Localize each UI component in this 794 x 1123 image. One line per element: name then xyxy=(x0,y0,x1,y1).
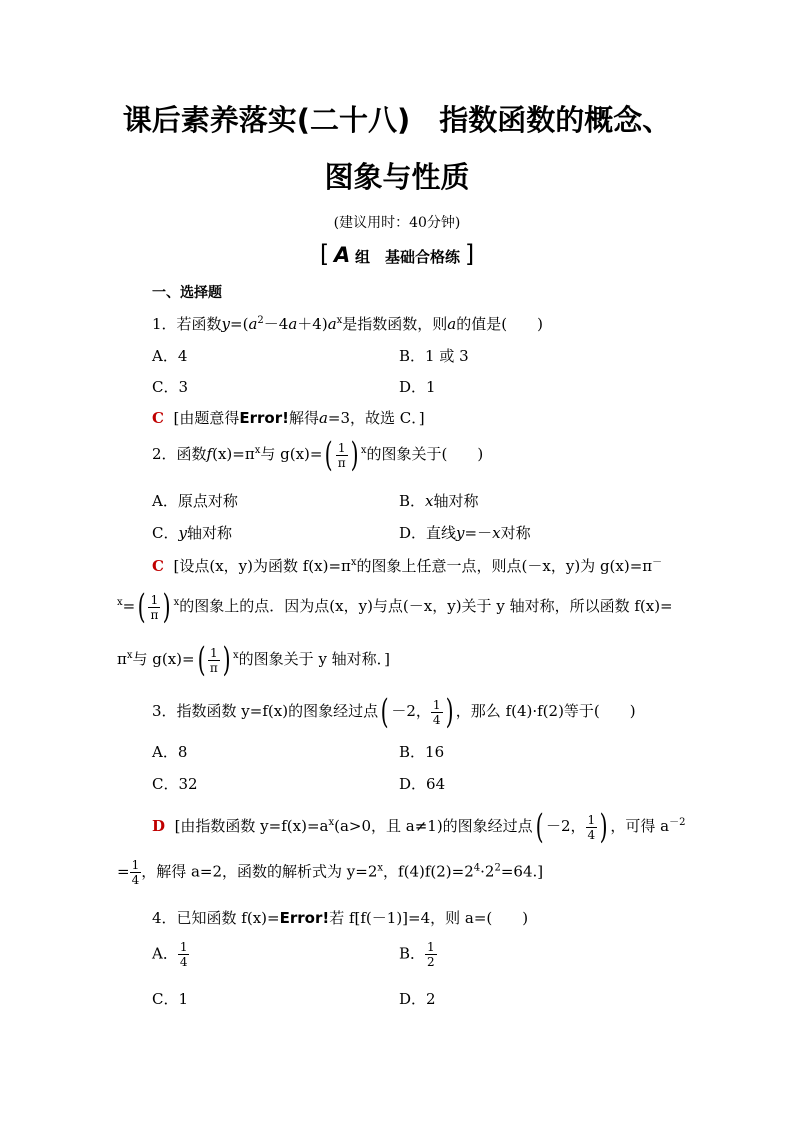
q2-stem-text: (x)=π xyxy=(212,445,255,463)
q4-error-marker: Error! xyxy=(279,909,330,927)
group-heading xyxy=(0,240,794,268)
q1-answer-text: =3，故选 C．] xyxy=(327,409,425,427)
q2-var-f: f xyxy=(206,445,213,463)
q2-stem-text: 的图象关于( ) xyxy=(366,445,484,463)
q2-answer-letter: C xyxy=(152,557,164,575)
q1-stem-text: =( xyxy=(230,315,249,333)
q1-option-a: A．4 xyxy=(152,347,188,365)
q1-stem-text: 的值是( ) xyxy=(456,315,543,333)
q2-answer-line2: $^x$=( $\frac{1}{\pi}$ ) $^x$的图象上的点．因为点(x，y)与点(－x，y)关于 y 轴对称，所以函数 f(x)= xyxy=(117,587,673,627)
section-heading: 一、选择题 xyxy=(152,285,222,301)
paren-open-icon: ( xyxy=(325,435,334,475)
q2-sup: x xyxy=(254,445,261,456)
q4-option-d: D．2 xyxy=(399,990,436,1008)
group-letter: A xyxy=(333,243,351,267)
q1-var-a: a xyxy=(327,315,337,333)
q1-var-a: a xyxy=(318,409,328,427)
q1-answer-letter: C xyxy=(152,409,164,427)
group-bracket-open: [ xyxy=(319,240,330,268)
group-name: 组 基础合格练 xyxy=(355,248,461,266)
q2-sup: x xyxy=(360,445,367,456)
q2-option-d: D．直线y=－x对称 xyxy=(399,524,531,542)
q4-option-a: A． $\frac{1}{4}$ xyxy=(152,940,188,969)
q1-answer-text: [由题意得 xyxy=(173,409,240,427)
q1-stem-text: 1．若函数 xyxy=(152,315,222,333)
page-title: 课后素养落实(二十八) 指数函数的概念、 xyxy=(122,103,672,137)
q3-answer-line2: = $\frac{1}{4}$ ，解得 a=2，函数的解析式为 $y=2^x$，$f(4)f(2)=2^4\cdot 2^2=64$.] xyxy=(117,858,544,887)
q1-option-b: B．1 或 3 xyxy=(399,347,469,365)
q2-answer-line3: $\pi^x$与 g(x)=( $\frac{1}{\pi}$ ) $^x$的图象关于 y 轴对称．] xyxy=(117,640,391,680)
q2-option-b: B．x轴对称 xyxy=(399,492,479,510)
q1-answer xyxy=(152,407,425,428)
q3-option-c: C．32 xyxy=(152,775,198,793)
q1-option-d: D．1 xyxy=(399,378,436,396)
q1-var-y: y xyxy=(221,315,231,333)
q2-option-c: C．y轴对称 xyxy=(152,524,232,542)
time-note: (建议用时：40分钟) xyxy=(333,215,461,231)
q1-sup: x xyxy=(336,315,343,326)
q1-var-a: a xyxy=(248,315,258,333)
q2-fraction: $\frac{1}{\pi}$ xyxy=(337,440,346,470)
q3-answer-line1: D [由指数函数 $y=f(x)=a^x(a>0$，且 a≠1)的图象经过点( －2， $\frac{1}{4}$ ) ，可得 $a^{-2}$ xyxy=(152,807,686,847)
q3-option-b: B．16 xyxy=(399,743,445,761)
q1-var-a: a xyxy=(447,315,457,333)
q1-sup: 2 xyxy=(257,315,264,326)
q3-option-a: A．8 xyxy=(152,743,188,761)
q4-stem: 4．已知函数 f(x)=Error!若 f[f(－1)]=4，则 a=( ) xyxy=(152,909,529,927)
q3-stem: 3．指数函数 y=f(x)的图象经过点( －2， $\frac{1}{4}$ ) ，那么 f(4)·f(2)等于( ) xyxy=(152,692,636,732)
q2-stem-text: 与 g(x)= xyxy=(260,445,323,463)
q2-stem xyxy=(152,435,484,475)
q2-option-a: A．原点对称 xyxy=(152,492,238,510)
q1-stem-text: －4 xyxy=(263,315,289,333)
q1-stem-text: ＋4) xyxy=(297,315,328,333)
q1-var-a: a xyxy=(288,315,298,333)
q3-answer-letter: D xyxy=(152,817,166,835)
paren-close-icon: ) xyxy=(350,435,359,475)
q1-error-marker: Error! xyxy=(239,409,289,427)
page-title-line2: 图象与性质 xyxy=(324,160,470,194)
group-bracket-close: ] xyxy=(464,240,475,268)
q4-option-c: C．1 xyxy=(152,990,189,1008)
q2-stem-text: 2．函数 xyxy=(152,445,207,463)
q3-option-d: D．64 xyxy=(399,775,446,793)
q2-answer-line1: C [设点(x，y)为函数 $f(x)=\pi^x$的图象上任意一点，则点(－x，y)为 g(x)=π－ xyxy=(152,557,663,575)
q1-answer-text: 解得 xyxy=(288,409,319,427)
q1-stem xyxy=(152,313,543,334)
q4-option-b: B． $\frac{1}{2}$ xyxy=(399,940,435,969)
q1-stem-text: 是指数函数，则 xyxy=(342,315,448,333)
q1-option-c: C．3 xyxy=(152,378,189,396)
